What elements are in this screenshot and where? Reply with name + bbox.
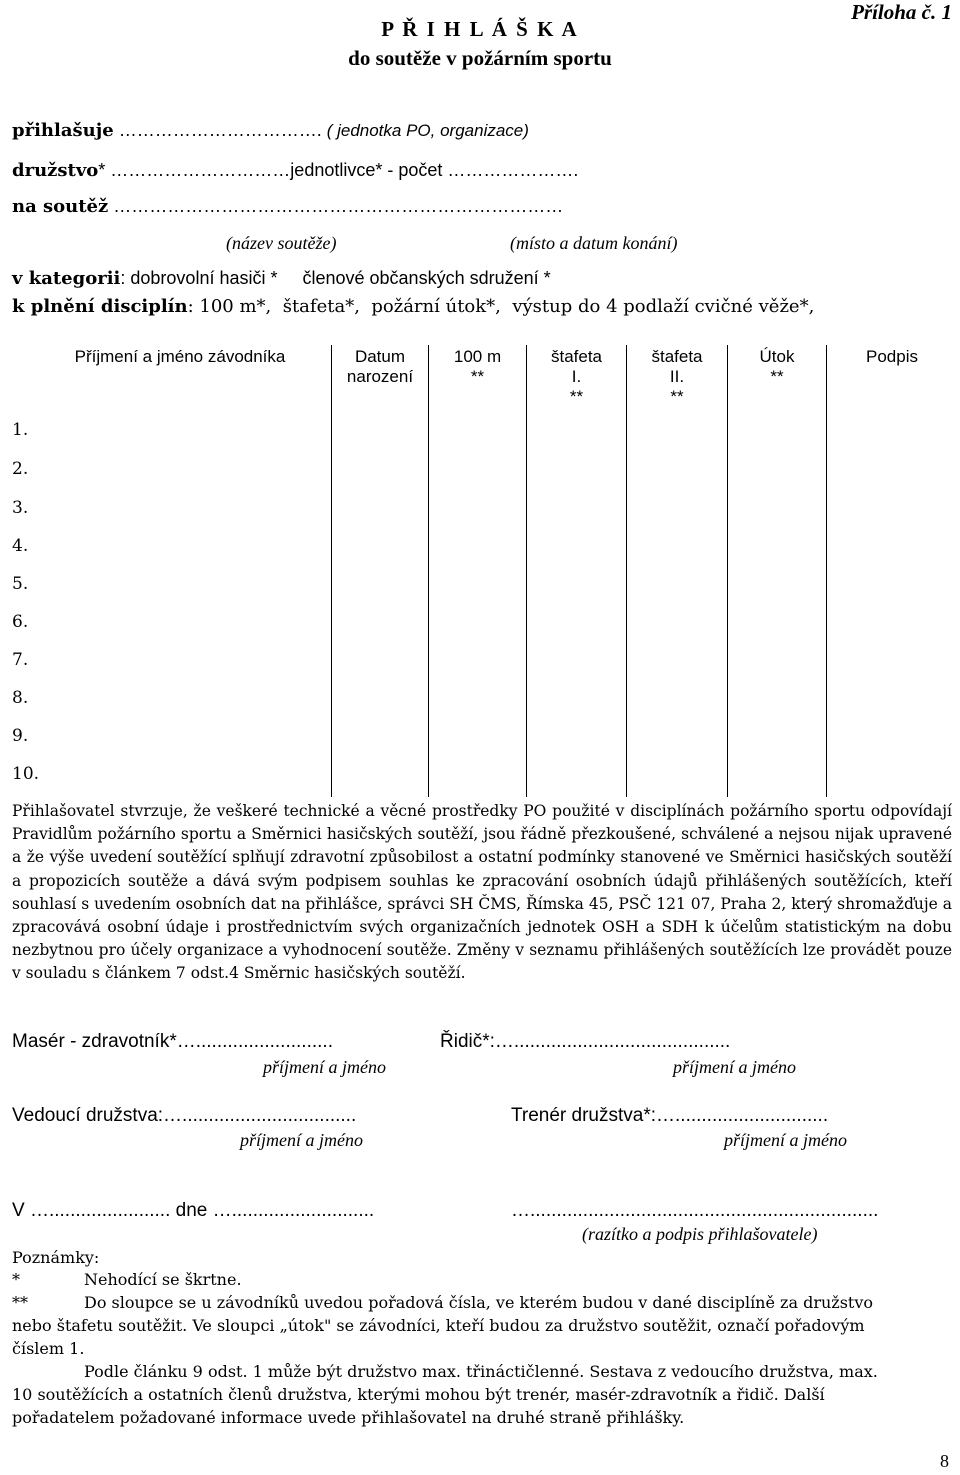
declaration-paragraph: Přihlašovatel stvrzuje, že veškeré technické a věcné prostředky PO použité v disciplínách požárního sportu odpovídají Pravidlům požárního sportu a Směrnici hasičských soutěží, jsou řádně přezkoušené, schválené a nejsou nijak upravené a že výše uvedení soutěžící splňují zdravotní způsobilost a ostatní podmínky stanovené ve Směrnici hasičských soutěží a propozicích soutěže a dává svým podpisem souhlas ke zpracování osobních údajů přihlášených soutěžících, kteří souhlasí s uvedením osobních dat na přihlášce, správci SH ČMS, Římska 45, PSČ 121 07, Praha 2, který shromažďuje a zpracovává osobní údaje i prostřednictvím svých organizačních jednotek OSH a SDH k účelům statistickým na dobu nezbytnou pro účely organizace a vyhodnocení soutěže. Změny v seznamu přihlášených soutěžících lze provádět pouze v souladu s článkem 7 odst.4 Směrnic hasičských soutěží.: [12, 802, 952, 983]
ridic-field[interactable]: Řidič*:….........................................: [440, 1031, 731, 1052]
trener-hint: příjmení a jméno: [724, 1130, 847, 1150]
header-stafeta-1: štafeta I. **: [550, 347, 603, 406]
table-row: 4.: [12, 536, 29, 556]
annex-label: Příloha č. 1: [851, 0, 952, 24]
note-3-text: 10 soutěžících a ostatních členů družstva, kterými mohou být trenér, masér-zdravotník a řidič. Další: [12, 1385, 825, 1404]
notes-title: Poznámky:: [12, 1248, 100, 1267]
page-number: 8: [940, 1451, 949, 1471]
nazev-hint: (název soutěže): [226, 233, 337, 253]
note-2-mark: **: [12, 1293, 28, 1312]
prihlasuje-hint: ( jednotka PO, organizace): [326, 121, 529, 140]
note-1-text: Nehodící se škrtne.: [84, 1270, 242, 1289]
soutez-line[interactable]: [12, 196, 563, 217]
table-row: 3.: [12, 498, 29, 518]
place-date-field[interactable]: V …....................... dne …...........................: [12, 1200, 375, 1221]
druzstvo-label: družstvo: [12, 160, 99, 181]
note-2-text: nebo štafetu soutěžit. Ve sloupci „útok" se závodníci, kteří budou za družstvo soutěžit, označí pořadovým: [12, 1316, 865, 1335]
misto-hint: (místo a datum konání): [510, 233, 678, 253]
soutez-dots: …………………………………………………………………: [108, 196, 564, 216]
trener-field[interactable]: Trenér družstva*:….............................: [511, 1105, 829, 1126]
header-100m: 100 m **: [453, 347, 502, 386]
table-divider: [428, 345, 429, 797]
note-2-text: číslem 1.: [12, 1339, 85, 1358]
ridic-hint: příjmení a jméno: [673, 1057, 796, 1077]
table-row: 6.: [12, 612, 29, 632]
note-3-text: Podle článku 9 odst. 1 může být družstvo max. třináctičlenné. Sestava z vedoucího družstva, max.: [84, 1362, 878, 1381]
table-divider: [727, 345, 728, 797]
form-subtitle: do soutěže v požárním sportu: [348, 46, 612, 70]
table-row: 5.: [12, 574, 29, 594]
header-name: Příjmení a jméno závodníka: [74, 347, 286, 366]
stamp-hint: (razítko a podpis přihlašovatele): [582, 1224, 818, 1244]
maser-hint: příjmení a jméno: [263, 1057, 386, 1077]
header-stafeta-2: štafeta II. **: [651, 347, 703, 406]
stamp-field[interactable]: …..................................................................: [511, 1200, 879, 1221]
table-row: 8.: [12, 688, 29, 708]
vedouci-hint: příjmení a jméno: [240, 1130, 363, 1150]
prihlasuje-line[interactable]: [12, 120, 529, 141]
kategorie-label: v kategorii: [12, 268, 121, 289]
soutez-label: na soutěž: [12, 196, 109, 217]
druzstvo-rest: * …………………………jednotlivce* - počet ………………….: [98, 160, 579, 180]
kategorie-line: [12, 268, 551, 289]
table-row: 1.: [12, 420, 29, 440]
table-divider: [331, 345, 332, 797]
note-3-text: pořadatelem požadované informace uvede přihlašovatel na druhé straně přihlášky.: [12, 1408, 685, 1427]
note-2-text: Do sloupce se u závodníků uvedou pořadová čísla, ve kterém budou v dané disciplíně za družstvo: [84, 1293, 874, 1312]
table-row: 7.: [12, 650, 29, 670]
note-1-mark: *: [12, 1270, 20, 1289]
table-row: 9.: [12, 726, 29, 746]
vedouci-field[interactable]: Vedoucí družstva:….................................: [12, 1105, 357, 1126]
form-title: P Ř I H L Á Š K A: [381, 17, 579, 41]
druzstvo-line[interactable]: [12, 160, 578, 181]
header-podpis: Podpis: [866, 347, 918, 366]
table-divider: [526, 345, 527, 797]
prihlasuje-dots: …………………………….: [113, 120, 327, 140]
table-divider: [626, 345, 627, 797]
kategorie-rest: : dobrovolní hasiči * členové občanských sdružení *: [120, 268, 551, 288]
maser-field[interactable]: Masér - zdravotník*…..........................: [12, 1031, 333, 1052]
disciplin-label: k plnění disciplín: [12, 296, 188, 317]
table-row: 2.: [12, 459, 29, 479]
table-divider: [826, 345, 827, 797]
table-row: 10.: [12, 764, 40, 784]
header-birth: Datum narození: [346, 347, 414, 386]
header-utok: Útok **: [759, 347, 795, 386]
disciplin-line: [12, 296, 814, 317]
prihlasuje-label: přihlašuje: [12, 120, 114, 141]
disciplin-rest: : 100 m*, štafeta*, požární útok*, výstup do 4 podlaží cvičné věže*,: [187, 296, 815, 317]
